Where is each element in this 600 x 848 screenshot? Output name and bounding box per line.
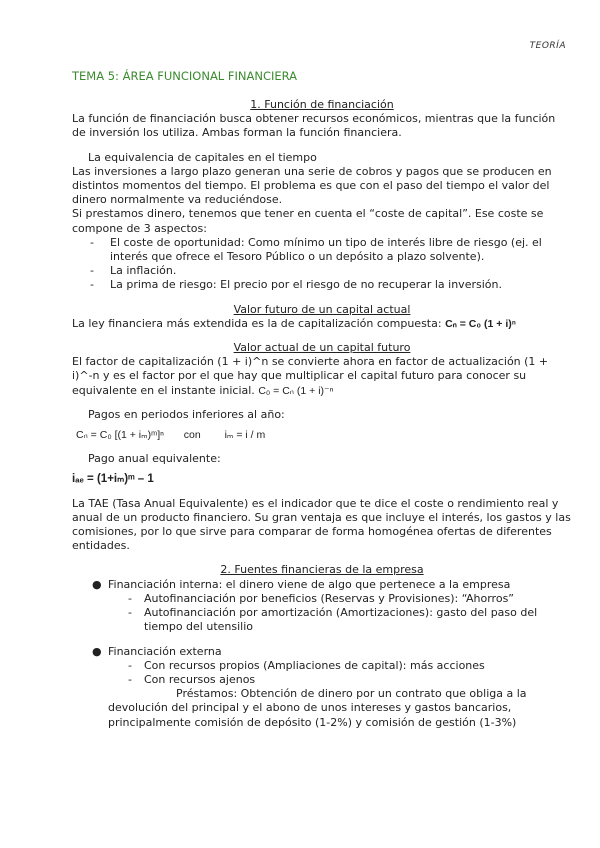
tae-paragraph: La TAE (Tasa Anual Equivalente) es el indicador que te dice el coste o rendimiento real y anual de un producto financiero. Su gran ventaja es que incluye el interés, los gastos y las comisiones, por lo que sirve para comparar de forma homogénea ofertas de diferentes entidades. (72, 496, 571, 553)
equivalencia-title: La equivalencia de capitales en el tiempo (88, 150, 317, 164)
aspect-item: - La inflación. (90, 264, 177, 278)
financiacion-interna-item: ● Financiación interna: el dinero viene de algo que pertenece a la empresa (92, 577, 511, 591)
header-tag: TEORÍA (529, 41, 566, 51)
valor-futuro-heading: Valor futuro de un capital actual (233, 302, 411, 316)
financiacion-externa-item: ● Financiación externa (92, 644, 222, 658)
externa-subitem: - Con recursos ajenos (128, 672, 256, 686)
externa-subitem: - Con recursos propios (Ampliaciones de capital): más acciones (128, 658, 485, 672)
pagos-im-formula: iₘ = i / m (224, 429, 266, 442)
valor-actual-formula: C₀ = Cₙ (1 + i)⁻ⁿ (258, 384, 334, 397)
valor-actual-heading: Valor actual de un capital futuro (233, 341, 411, 355)
valor-futuro-paragraph: La ley financiera más extendida es la de capitalización compuesta: Cₙ = C₀ (1 + i)ⁿ (72, 316, 516, 330)
equivalencia-paragraph: Las inversiones a largo plazo generan una serie de cobros y pagos que se producen en distintos momentos del tiempo. El problema es que con el paso del tiempo el valor del dinero normalmente va reduciéndose. (72, 164, 552, 207)
bullet-icon: ● (92, 577, 102, 591)
valor-futuro-formula: Cₙ = C₀ (1 + i)ⁿ (445, 317, 516, 330)
page-title: TEMA 5: ÁREA FUNCIONAL FINANCIERA (72, 69, 298, 83)
prestamos-paragraph: Préstamos: Obtención de dinero por un contrato que obliga a la devolución del principal y el abono de unos intereses y gastos bancarios, principalmente comisión de depósito (1-2%) y comisión de gestión (1-3%) (108, 687, 527, 729)
coste-paragraph: Si prestamos dinero, tenemos que tener en cuenta el “coste de capital”. Ese coste se compone de 3 aspectos: (72, 207, 544, 235)
aspect-item: - El coste de oportunidad: Como mínimo un tipo de interés libre de riesgo (ej. el interés que ofrece el Tesoro Público o un depósito a plazo solvente). (90, 235, 542, 264)
interna-subitem: - Autofinanciación por amortización (Amortizaciones): gasto del paso del tiempo del utensilio (128, 606, 538, 634)
aspect-item: - La prima de riesgo: El precio por el riesgo de no recuperar la inversión. (90, 278, 502, 292)
pagos-con: con (183, 429, 201, 442)
valor-actual-paragraph: El factor de capitalización (1 + i)^n se convierte ahora en factor de actualización (1 + i)^-n y es el factor por el que hay que multiplicar el capital futuro para conocer su equivalente en el instante inicial. C₀ = Cₙ (1 + i)⁻ⁿ (72, 355, 549, 397)
intro-paragraph: La función de financiación busca obtener recursos económicos, mientras que la función de inversión los utiliza. Ambas forman la función financiera. (72, 112, 556, 140)
pago-anual-label: Pago anual equivalente: (88, 452, 221, 466)
fuentes-heading: 2. Fuentes financieras de la empresa (220, 563, 424, 577)
section-heading-financiacion: 1. Función de financiación (250, 98, 394, 111)
bullet-icon: ● (92, 644, 102, 658)
interna-subitem: - Autofinanciación por beneficios (Reservas y Provisiones): “Ahorros” (128, 591, 514, 605)
pago-anual-formula: iₐₑ = (1+iₘ)ᵐ – 1 (72, 473, 154, 486)
document-body (72, 98, 572, 730)
pagos-label: Pagos en periodos inferiores al año: (88, 407, 285, 421)
pagos-formula-line (72, 428, 572, 442)
pagos-formula: Cₙ = C₀ [(1 + iₘ)ᵐ]ⁿ (76, 429, 164, 442)
